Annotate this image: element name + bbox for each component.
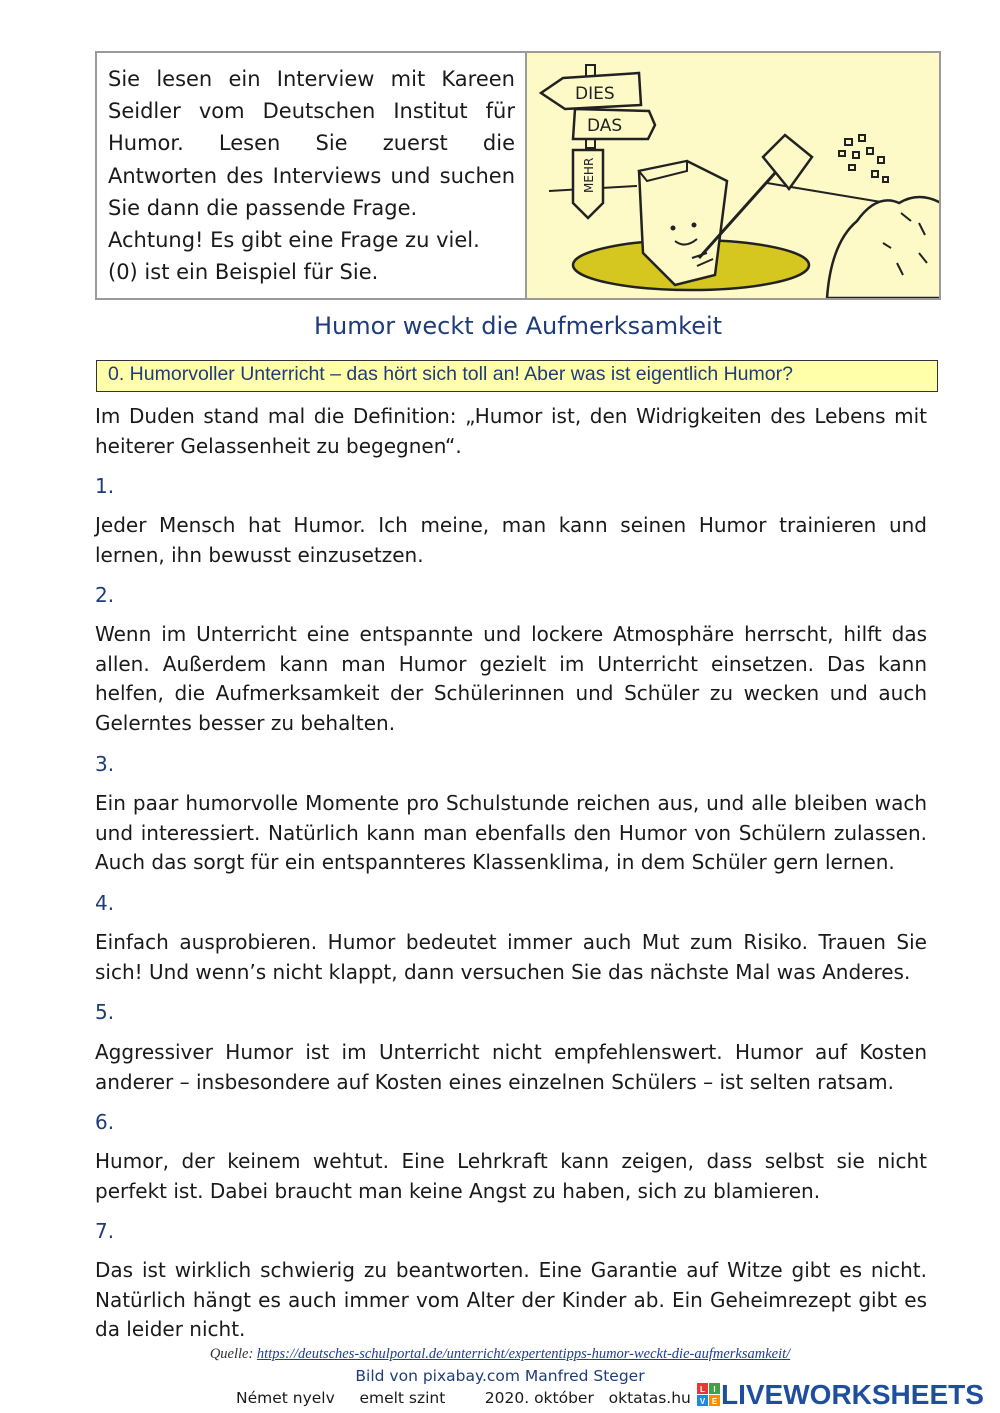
question-number-4: 4.: [95, 891, 115, 915]
question-number-7: 7.: [95, 1219, 115, 1243]
source-line: [0, 1346, 1000, 1363]
question-number-2: 2.: [95, 583, 115, 607]
question-number-5: 5.: [95, 1000, 115, 1024]
answer-1: Jeder Mensch hat Humor. Ich meine, man kann seinen Humor trainieren und lernen, ihn bewusst einzusetzen.: [95, 513, 927, 567]
footer-level: emelt szint: [359, 1389, 446, 1407]
answer-0: Im Duden stand mal die Definition: „Humor ist, den Widrigkeiten des Lebens mit heiterer Gelassenheit zu begegnen“.: [95, 404, 927, 458]
answer-5: Aggressiver Humor ist im Unterricht nicht empfehlenswert. Humor auf Kosten anderer – insbesondere auf Kosten eines einzelnen Schülers – ist selten ratsam.: [95, 1040, 927, 1094]
source-label: Quelle:: [209, 1346, 254, 1362]
badge-letter-e: E: [711, 1397, 718, 1406]
book-eye-left: [671, 226, 676, 231]
liveworksheets-logo[interactable]: [697, 1379, 984, 1411]
intro-warning: Achtung! Es gibt eine Frage zu viel. (0) ist ein Beispiel für Sie.: [108, 228, 480, 285]
example-question: 0. Humorvoller Unterricht – das hört sich toll an! Aber was ist eigentlich Humor?: [96, 360, 938, 392]
cartoon-illustration: [527, 53, 939, 298]
intro-text: [97, 53, 527, 298]
question-number-1: 1.: [95, 474, 115, 498]
question-number-3: 3.: [95, 752, 115, 776]
flying-dirt: [839, 135, 888, 182]
footer-subject: Német nyelv: [236, 1389, 335, 1407]
sign-mehr-label: MEHR: [582, 157, 596, 193]
source-link[interactable]: https://deutsches-schulportal.de/unterricht/expertentipps-humor-weckt-die-aufmerksamkeit/: [256, 1346, 791, 1362]
cartoon-svg: [527, 53, 939, 298]
image-credit: Bild von pixabay.com Manfred Steger: [355, 1367, 645, 1385]
liveworksheets-wordmark: LIVEWORKSHEETS: [721, 1379, 984, 1410]
badge-letter-v: V: [699, 1397, 706, 1406]
answer-4: Einfach ausprobieren. Humor bedeutet immer auch Mut zum Risiko. Trauen Sie sich! Und wenn’s nicht klappt, dann versuchen Sie das nächste Mal was Anderes.: [95, 930, 927, 984]
intro-box: [95, 51, 941, 300]
footer-date: 2020. október: [484, 1389, 594, 1407]
page-title: Humor weckt die Aufmerksamkeit: [313, 312, 723, 340]
badge-letter-l: L: [700, 1385, 705, 1394]
answer-2: Wenn im Unterricht eine entspannte und lockere Atmosphäre herrscht, hilft das allen. Außerdem kann man Humor gezielt im Unterricht einsetzen. Das kann helfen, die Aufmerksamkeit der Schülerinnen und Schüler zu wecken und auch Gelerntes besser zu behalten.: [95, 622, 927, 735]
dirt-pile: [827, 197, 939, 298]
book-eye-right: [692, 223, 697, 228]
liveworksheets-badge-icon: [697, 1383, 721, 1407]
footer-info: [236, 1389, 691, 1407]
intro-instructions: Sie lesen ein Interview mit Kareen Seidler vom Deutschen Institut für Humor. Lesen Sie zuerst die Antworten des Interviews und suchen Sie dann die passende Frage.: [108, 67, 515, 220]
answer-3: Ein paar humorvolle Momente pro Schulstunde reichen aus, und alle bleiben wach und interessiert. Natürlich kann man ebenfalls den Humor von Schülern zulassen. Auch das sorgt für ein entspannteres Klassenklima, in dem Schüler gern lernen.: [95, 791, 927, 875]
question-number-6: 6.: [95, 1110, 115, 1134]
sign-dies-label: DIES: [575, 84, 615, 104]
answer-6: Humor, der keinem wehtut. Eine Lehrkraft kann zeigen, dass selbst sie nicht perfekt ist. Dabei braucht man keine Angst zu haben, sich zu blamieren.: [95, 1149, 927, 1203]
sign-das-label: DAS: [587, 116, 623, 136]
answer-7: Das ist wirklich schwierig zu beantworten. Eine Garantie auf Witze gibt es nicht. Natürlich hängt es auch immer vom Alter der Kinder ab. Ein Geheimrezept gibt es da leider nicht.: [95, 1258, 927, 1342]
footer-site: oktatas.hu: [608, 1389, 691, 1407]
badge-letter-i: I: [713, 1385, 716, 1394]
shovel-blade: [763, 135, 812, 189]
